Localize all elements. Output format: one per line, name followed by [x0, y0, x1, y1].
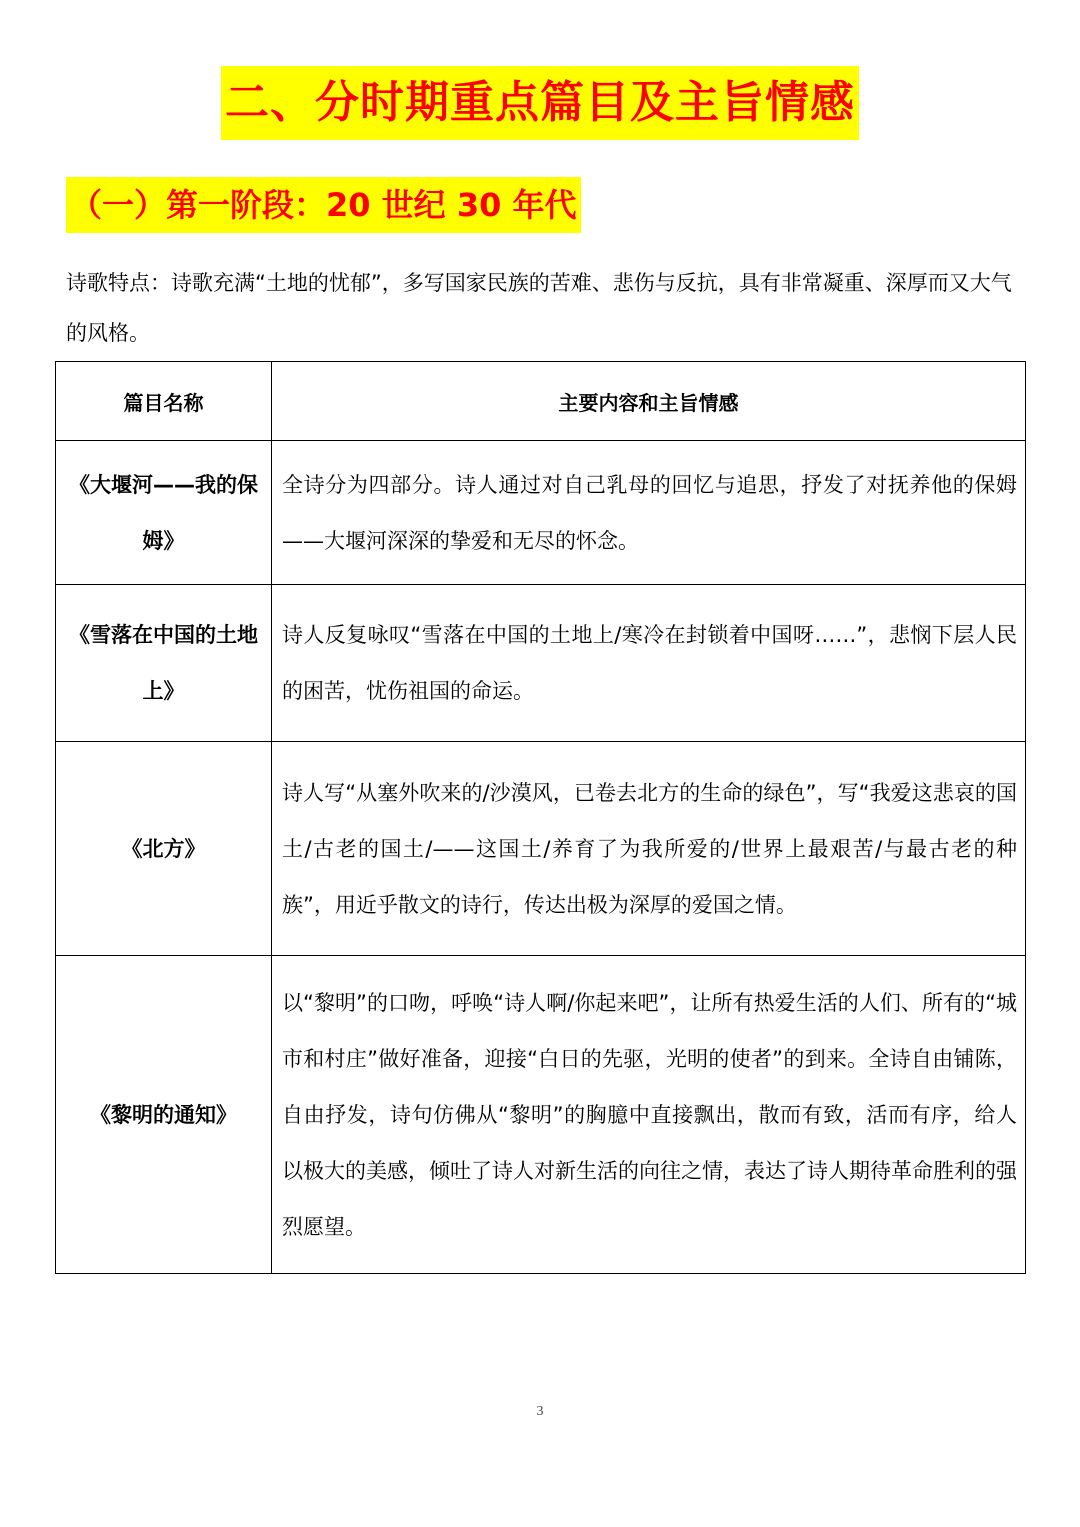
- work-title-cell: [56, 956, 272, 1274]
- main-title: 二、分时期重点篇目及主旨情感: [221, 66, 859, 140]
- page-number: 3: [536, 1404, 544, 1419]
- work-title: 《黎明的通知》: [90, 1102, 237, 1127]
- work-title-cell: [56, 441, 272, 585]
- work-content: 全诗分为四部分。诗人通过对自己乳母的回忆与追思，抒发了对抚养他的保姆——大堰河深深的挚爱和无尽的怀念。: [282, 472, 1017, 553]
- section-title: （一）第一阶段：20 世纪 30 年代: [66, 177, 581, 233]
- work-content: 以“黎明”的口吻，呼唤“诗人啊/你起来吧”，让所有热爱生活的人们、所有的“城市和村庄”做好准备，迎接“白日的先驱，光明的使者”的到来。全诗自由铺陈，自由抒发，诗句仿佛从“黎明”的胸臆中直接飘出，散而有致，活而有序，给人以极大的美感，倾吐了诗人对新生活的向往之情，表达了诗人期待革命胜利的强烈愿望。: [282, 990, 1017, 1239]
- work-title: 《大堰河——我的保姆》: [69, 472, 258, 553]
- header-work-name: 篇目名称: [56, 362, 272, 441]
- work-content-cell: [272, 441, 1026, 585]
- header-content-theme: 主要内容和主旨情感: [272, 362, 1026, 441]
- work-title-cell: [56, 742, 272, 956]
- works-table: [55, 361, 1026, 1274]
- intro-paragraph: 诗歌特点：诗歌充满“土地的忧郁”，多写国家民族的苦难、悲伤与反抗，具有非常凝重、深厚而又大气的风格。: [66, 271, 1012, 345]
- work-content-cell: [272, 956, 1026, 1274]
- table-row: [56, 742, 1026, 956]
- main-title-container: [0, 66, 1080, 140]
- table-row: [56, 441, 1026, 585]
- work-content-cell: [272, 742, 1026, 956]
- table-row: [56, 956, 1026, 1274]
- work-content: 诗人反复咏叹“雪落在中国的土地上/寒冷在封锁着中国呀……”，悲悯下层人民的困苦，忧伤祖国的命运。: [282, 623, 1017, 703]
- work-content-cell: [272, 585, 1026, 742]
- work-title-cell: [56, 585, 272, 742]
- work-title: 《雪落在中国的土地上》: [69, 623, 258, 703]
- work-title: 《北方》: [121, 836, 206, 861]
- work-content: 诗人写“从塞外吹来的/沙漠风，已卷去北方的生命的绿色”，写“我爱这悲哀的国土/古老的国土/——这国土/养育了为我所爱的/世界上最艰苦/与最古老的种族”，用近乎散文的诗行，传达出极为深厚的爱国之情。: [282, 780, 1017, 917]
- table-row: [56, 585, 1026, 742]
- table-header-row: [56, 362, 1026, 441]
